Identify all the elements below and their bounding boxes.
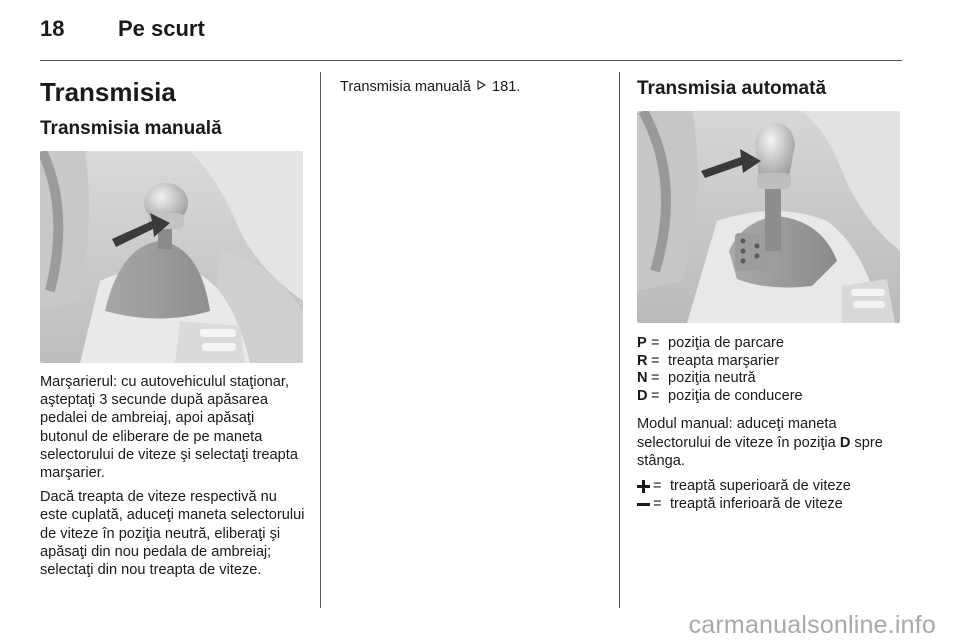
column-divider-2 <box>619 72 620 608</box>
chapter-title: Transmisia <box>40 77 176 107</box>
position-description: poziţia de conducere <box>668 387 803 404</box>
manual-mode-text: Modul manual: aduceţi maneta selectorului de viteze în poziţia <box>637 416 837 451</box>
position-description: poziţia de parcare <box>668 335 785 351</box>
gear-not-engaged-paragraph: Dacă treapta de viteze respectivă nu este cuplată, aduceţi maneta selectorului de viteze în poziţia neutră, eliberaţi şi apăsaţi din nou pedala de ambreiaj; selectaţi din nou treapta de viteze. <box>40 489 305 579</box>
minus-icon <box>637 498 653 511</box>
legend-row-n <box>637 370 907 388</box>
left-column <box>40 72 305 579</box>
manual-mode-paragraph <box>637 415 907 470</box>
cross-reference <box>340 78 600 96</box>
selector-positions-legend <box>637 335 907 405</box>
arrow-reference-icon <box>477 80 486 90</box>
automatic-transmission-heading: Transmisia automată <box>637 78 827 99</box>
header-rule <box>40 60 902 61</box>
middle-column <box>340 72 600 96</box>
equals-sign: = <box>651 352 660 369</box>
manual-mode-text-end: spre stânga. <box>637 434 883 469</box>
watermark: carmanualsonline.info <box>688 611 936 639</box>
position-description: treapta marşarier <box>668 352 780 369</box>
position-key: P <box>637 335 647 351</box>
cross-reference-text: Transmisia manuală <box>340 79 471 95</box>
position-description: poziţia neutră <box>668 370 756 387</box>
equals-sign: = <box>651 387 660 404</box>
equals-sign: = <box>651 335 660 351</box>
manual-transmission-heading: Transmisia manuală <box>40 118 222 139</box>
shift-legend <box>637 478 907 513</box>
reverse-gear-paragraph: Marşarierul: cu autovehiculul staţionar, aşteptaţi 3 secunde după apăsarea pedalei de ambreiaj, apoi apăsaţi butonul de eliberare de pe maneta selectorului de viteze şi selectaţi treapta marşarier. <box>40 374 298 482</box>
shift-up-row <box>637 478 907 496</box>
plus-icon <box>637 480 653 493</box>
page-number: 18 <box>40 16 65 41</box>
equals-sign: = <box>651 370 660 387</box>
position-key: R <box>637 352 648 369</box>
legend-row-p <box>637 335 907 353</box>
automatic-selector-lever-illustration <box>637 111 900 323</box>
equals-sign: = <box>653 477 662 494</box>
shift-up-text: treaptă superioară de viteze <box>670 477 851 494</box>
section-title: Pe scurt <box>118 16 205 41</box>
legend-row-d <box>637 388 907 406</box>
legend-row-r <box>637 353 907 371</box>
shift-down-row <box>637 496 907 514</box>
manual-mode-key: D <box>839 434 851 451</box>
manual-gear-lever-illustration <box>40 151 303 363</box>
column-divider-1 <box>320 72 321 608</box>
position-key: D <box>637 387 648 404</box>
right-column <box>637 72 907 513</box>
cross-reference-page: 181. <box>491 79 521 95</box>
shift-down-text: treaptă inferioară de viteze <box>670 495 843 512</box>
position-key: N <box>637 370 648 387</box>
equals-sign: = <box>653 495 662 512</box>
